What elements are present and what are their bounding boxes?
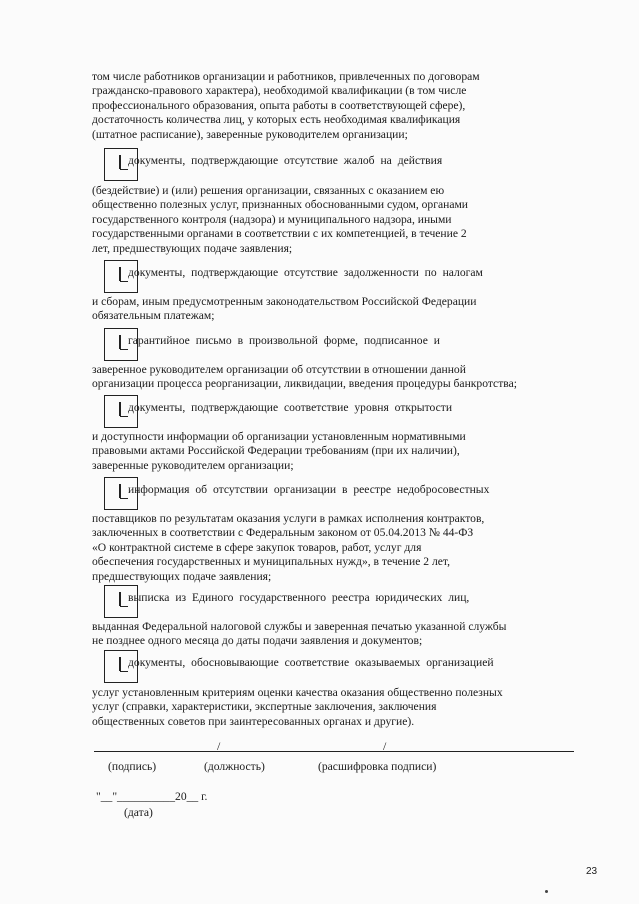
paragraph-complaints: (бездействие) и (или) решения организации, связанных с оказанием ею общественно полезных услуг, признанных обоснованными судом, органами государственного контроля (надзора) и муниципального надзора, иными государственными органами в соответствии с их компетенцией, в течение 2 лет, предшествующих подаче заявления; [92, 184, 469, 255]
signature-line[interactable] [94, 751, 574, 752]
signature-slash: / [217, 739, 221, 753]
date-caption: (дата) [124, 806, 153, 819]
checkbox-label: документы, подтверждающие соответствие уровня открытости [128, 401, 453, 414]
page-number: 23 [586, 866, 598, 877]
checkbox-item-guarantee-letter[interactable] [104, 328, 534, 362]
signature-transcript-caption: (расшифровка подписи) [318, 760, 437, 773]
position-caption: (должность) [204, 760, 265, 773]
paragraph-tax-debt: и сборам, иным предусмотренным законодательством Российской Федерации обязательным платежам; [92, 295, 477, 323]
paragraph-egrul-extract: выданная Федеральной налоговой службы и заверенная печатью указанной службы не позднее одного месяца до даты подачи заявления и документов; [92, 620, 507, 648]
date-field[interactable]: "__"__________20__ г. [96, 790, 208, 803]
paragraph-staff-qualification: том числе работников организации и работников, привлеченных по договорам гражданско-правового характера), необходимой квалификации (в том числе профессионального образования, опыта работы в соответствующей сфере), достаточность количества лиц, у которых есть необходимая квалификация (штатное расписание), заверенные руководителем организации; [92, 70, 480, 141]
checkbox-label: документы, подтверждающие отсутствие задолженности по налогам [128, 266, 483, 279]
checkbox-label: документы, подтверждающие отсутствие жалоб на действия [128, 154, 443, 167]
checkbox-item-openness[interactable] [104, 395, 534, 429]
paragraph-unfair-suppliers: поставщиков по результатам оказания услуги в рамках исполнения контрактов, заключенных в соответствии с Федеральным законом от 05.04.2013 № 44-ФЗ «О контрактной системе в сфере закупок товаров, работ, услуг для обеспечения государственных и муниципальных нужд», в течение 2 лет, предшествующих подаче заявления; [92, 512, 485, 583]
checkbox-item-quality-criteria[interactable] [104, 650, 534, 684]
checkbox-item-unfair-suppliers[interactable] [104, 477, 534, 511]
checkbox-label: выписка из Единого государственного реестра юридических лиц, [128, 591, 470, 604]
checkbox-label: документы, обосновывающие соответствие оказываемых организацией [128, 656, 494, 669]
paragraph-openness: и доступности информации об организации установленным нормативными правовыми актами Российской Федерации требованиям (при их наличии), заверенные руководителем организации; [92, 430, 466, 472]
scan-speck [545, 890, 548, 893]
signature-slash: / [383, 739, 387, 753]
checkbox-item-tax-debt[interactable] [104, 260, 534, 294]
paragraph-quality-criteria: услуг установленным критериям оценки качества оказания общественно полезных услуг (справки, характеристики, экспертные заключения, заключения общественных советов при заинтересованных органах и другие). [92, 686, 503, 728]
checkbox-label: гарантийное письмо в произвольной форме, подписанное и [128, 334, 440, 347]
checkbox-label: информация об отсутствии организации в реестре недобросовестных [128, 483, 490, 496]
signature-caption: (подпись) [108, 760, 157, 773]
checkbox-item-complaints[interactable] [104, 148, 534, 182]
paragraph-guarantee-letter: заверенное руководителем организации об отсутствии в отношении данной организации процесса реорганизации, ликвидации, введения процедуры банкротства; [92, 363, 517, 391]
checkbox-item-egrul-extract[interactable] [104, 585, 534, 619]
